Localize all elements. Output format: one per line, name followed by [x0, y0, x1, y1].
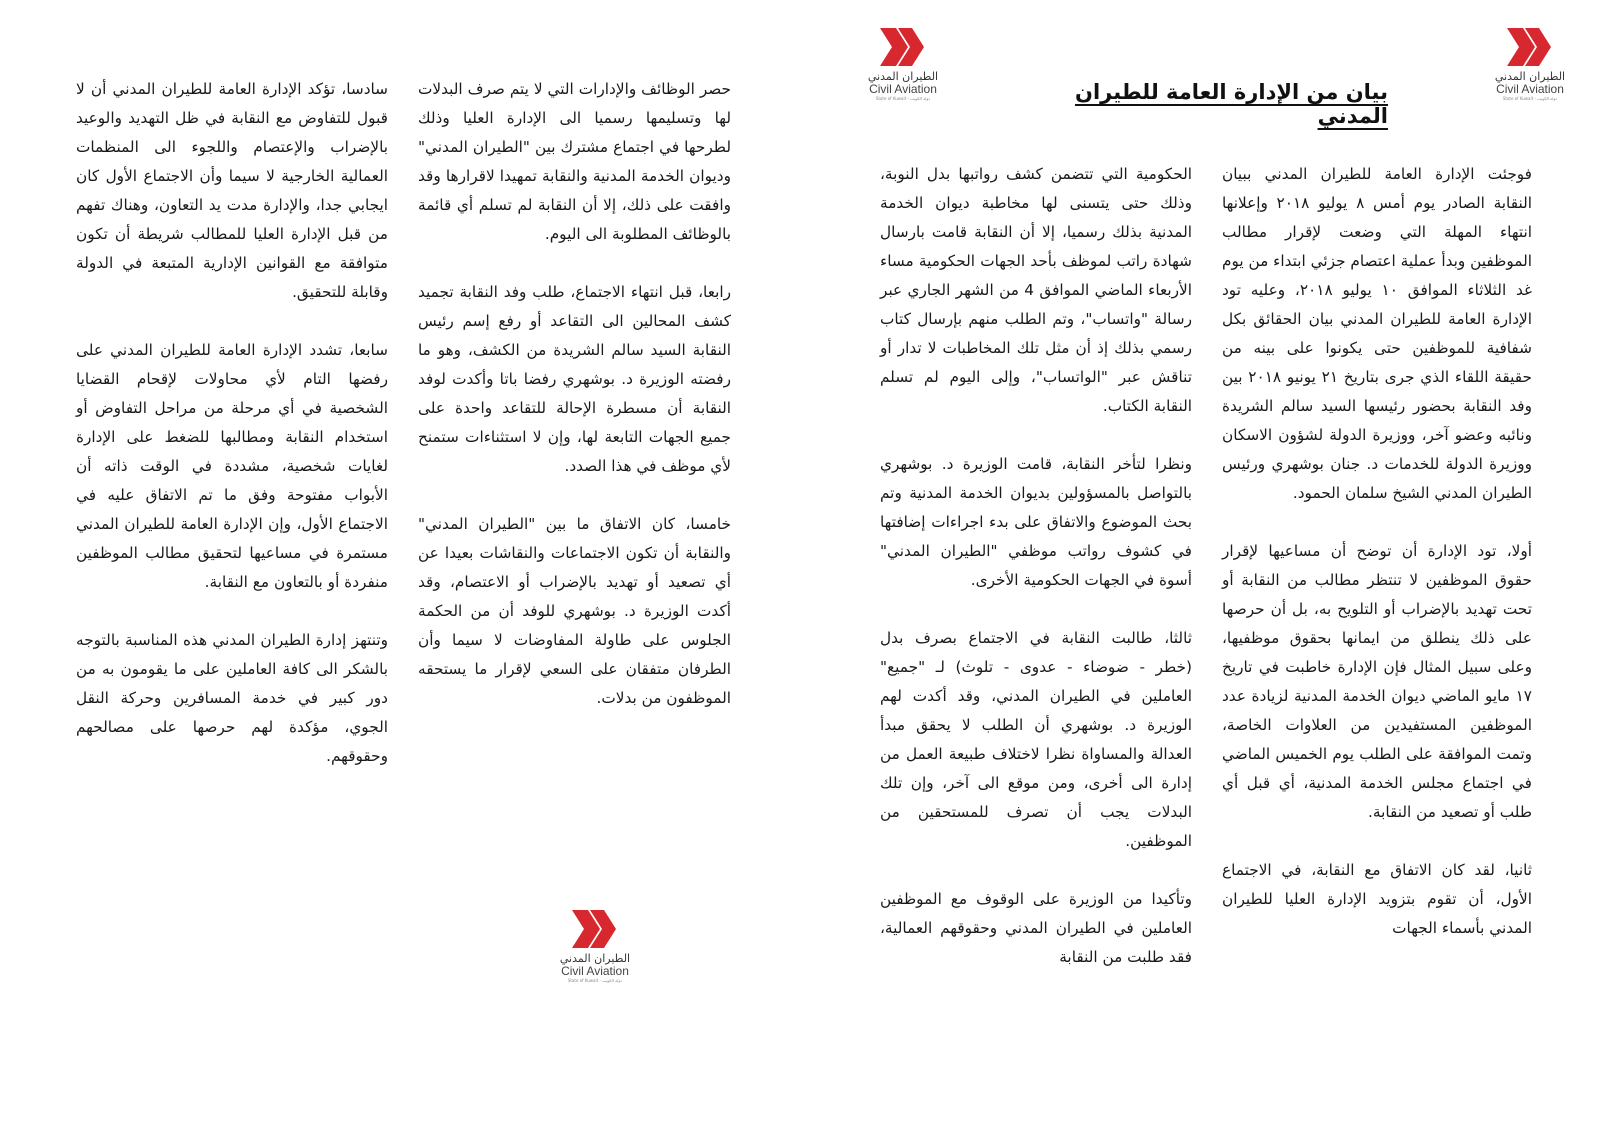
paragraph: رابعا، قبل انتهاء الاجتماع، طلب وفد النقابة تجميد كشف المحالين الى التقاعد أو رفع إسم رئيس النقابة السيد سالم الشريدة من الكشف، وهو ما رفضته الوزيرة د. بوشهري رفضا باتا وأكدت لوفد النقابة أن مسطرة الإحالة للتقاعد واحدة على جميع الجهات التابعة لها، وإن لا استثناءات ستمنح لأي موظف في هذا الصدد. — [418, 283, 731, 475]
logo-english-text: Civil Aviation — [561, 964, 629, 978]
chevrons-icon — [878, 26, 928, 68]
civil-aviation-logo — [550, 908, 640, 983]
logo-arabic-text: الطيران المدني — [867, 70, 939, 83]
logo-english-text: Civil Aviation — [1496, 82, 1564, 96]
paragraph: خامسا، كان الاتفاق ما بين "الطيران المدني" والنقابة أن تكون الاجتماعات والنقاشات بعيدا عن أي تصعيد أو تهديد بالإضراب أو الاعتصام، وقد أكدت الوزيرة د. بوشهري للوفد أن من الحكمة الجلوس على طاولة المفاوضات لا سيما وأن الطرفان متفقان على السعي لإقرار ما يستحقه الموظفون من بدلات. — [418, 515, 731, 707]
paragraph: وتنتهز إدارة الطيران المدني هذه المناسبة بالتوجه بالشكر الى كافة العاملين على ما يقومون به من دور كبير في خدمة المسافرين وحركة النقل الجوي، مؤكدة لهم حرصها على مصالحهم وحقوقهم. — [76, 631, 388, 765]
chevrons-icon — [570, 908, 620, 950]
paragraph: سابعا، تشدد الإدارة العامة للطيران المدني على رفضها التام لأي محاولات لإقحام القضايا الشخصية في أي مرحلة من مراحل التفاوض أو استخدام النقابة ومطالبها للضغط على الإدارة لغايات شخصية، مشددة في الوقت ذاته أن الأبواب مفتوحة وفق ما تم الاتفاق عليه في الاجتماع الأول، وإن الإدارة العامة للطيران المدني مستمرة في مساعيها لتحقيق مطالب الموظفين منفردة أو بالتعاون مع النقابة. — [76, 341, 388, 591]
text-column-3 — [418, 75, 731, 713]
paragraph: وتأكيدا من الوزيرة على الوقوف مع الموظفين العاملين في الطيران المدني وحقوقهم العمالية، فقد طلبت من النقابة — [880, 890, 1192, 966]
paragraph: الحكومية التي تتضمن كشف رواتبها بدل النوبة، وذلك حتى يتسنى لها مخاطبة ديوان الخدمة المدنية بذلك رسميا، إلا أن النقابة قامت بارسال شهادة راتب لموظف بأحد الجهات الحكومية مساء الأربعاء الماضي الموافق 4 من الشهر الجاري عبر رسالة "واتساب"، وتم الطلب منهم بإرسال كتاب رسمي بذلك إذ أن مثل تلك المخاطبات لا تدار أو تناقش عبر "الواتساب"، وإلى اليوم لم تسلم النقابة الكتاب. — [880, 165, 1192, 415]
logo-arabic-text: الطيران المدني — [559, 952, 631, 965]
text-column-4 — [76, 75, 388, 771]
paragraph: ثانيا، لقد كان الاتفاق مع النقابة، في الاجتماع الأول، أن تقوم بتزويد الإدارة العليا للطيران المدني بأسماء الجهات — [1222, 861, 1532, 937]
text-column-1 — [1222, 160, 1532, 943]
paragraph: أولا، تود الإدارة أن توضح أن مساعيها لإقرار حقوق الموظفين لا تنتظر مطالب من النقابة أو تحت تهديد بالإضراب أو التلويح به، بل أن حرصها على ذلك ينطلق من ايمانها بحقوق موظفيها، وعلى سبيل المثال فإن الإدارة خاطبت في تاريخ ١٧ مايو الماضي ديوان الخدمة المدنية لزيادة عدد الموظفين المستفيدين من العلاوات الخاصة، وتمت الموافقة على الطلب يوم الخميس الماضي في اجتماع مجلس الخدمة المدنية، أي قبل أي طلب أو تصعيد من النقابة. — [1222, 542, 1532, 821]
paragraph: ثالثا، طالبت النقابة في الاجتماع بصرف بدل (خطر - ضوضاء - عدوى - تلوث) لـ "جميع" العاملين في الطيران المدني، وقد أكدت لهم الوزيرة د. بوشهري أن الطلب لا يحقق مبدأ العدالة والمساواة نظرا لاختلاف طبيعة العمل من إدارة الى أخرى، ومن موقع الى آخر، وإن تلك البدلات يجب أن تصرف للمستحقين من الموظفين. — [880, 629, 1192, 850]
logo-caption: State of Kuwait - دولة الكويت — [1502, 96, 1558, 101]
paragraph: سادسا، تؤكد الإدارة العامة للطيران المدني أن لا قبول للتفاوض مع النقابة في ظل التهديد والوعيد بالإضراب والإعتصام واللجوء الى المنظمات العمالية الخارجية لا سيما وأن الاجتماع الأول كان ايجابي جدا، والإدارة مدت يد التعاون، وهناك تفهم من قبل الإدارة العليا للمطالب شريطة أن تكون متوافقة مع القوانين الإدارية المتبعة في الدولة وقابلة للتحقيق. — [76, 80, 388, 301]
text-column-2 — [880, 160, 1192, 972]
logo-english-text: Civil Aviation — [869, 82, 937, 96]
civil-aviation-logo — [858, 26, 948, 101]
logo-arabic-text: الطيران المدني — [1494, 70, 1566, 83]
paragraph: ونظرا لتأخر النقابة، قامت الوزيرة د. بوشهري بالتواصل بالمسؤولين بديوان الخدمة المدنية وتم بحث الموضوع والاتفاق على بدء اجراءات إضافتها في كشوف رواتب موظفي "الطيران المدني" أسوة في الجهات الحكومية الأخرى. — [880, 455, 1192, 589]
logo-caption: State of Kuwait - دولة الكويت — [567, 978, 623, 983]
paragraph: فوجئت الإدارة العامة للطيران المدني ببيان النقابة الصادر يوم أمس ٨ يوليو ٢٠١٨ وإعلانها انتهاء المهلة التي وضعت لإقرار مطالب الموظفين وبدأ عملية اعتصام جزئي ابتداء من يوم غد الثلاثاء الموافق ١٠ يوليو ٢٠١٨، وعليه تود الإدارة العامة للطيران المدني بيان الحقائق بكل شفافية للموظفين حتى يكونوا على بينه من حقيقة اللقاء الذي جرى بتاريخ ٢١ يونيو ٢٠١٨ بين وفد النقابة بحضور رئيسها السيد سالم الشريدة ونائبه وعضو آخر، ووزيرة الدولة لشؤون الاسكان ووزيرة الدولة للخدمات د. جنان بوشهري ورئيس الطيران المدني الشيخ سلمان الحمود. — [1221, 165, 1532, 502]
paragraph: حصر الوظائف والإدارات التي لا يتم صرف البدلات لها وتسليمها رسميا الى الإدارة العليا وذلك لطرحها في اجتماع مشترك بين "الطيران المدني" وديوان الخدمة المدنية والنقابة تمهيدا لاقرارها وقد وافقت على ذلك، إلا أن النقابة لم تسلم أي قائمة بالوظائف المطلوبة الى اليوم. — [418, 80, 731, 243]
civil-aviation-logo — [1485, 26, 1575, 101]
chevrons-icon — [1505, 26, 1555, 68]
logo-caption: State of Kuwait - دولة الكويت — [875, 96, 931, 101]
page-title: بيان من الإدارة العامة للطيران المدني — [1075, 80, 1388, 128]
